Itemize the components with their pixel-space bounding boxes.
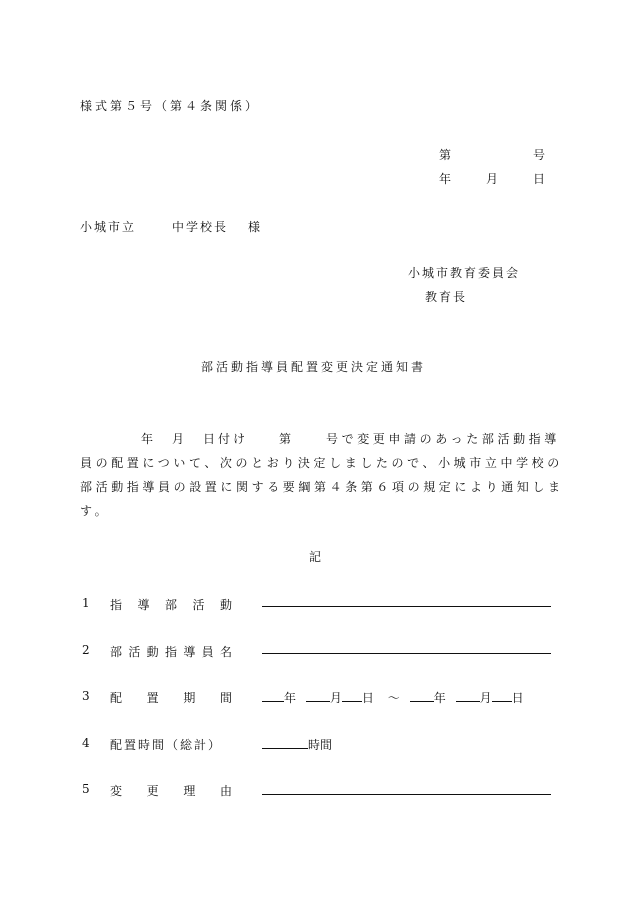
body-year: 年	[141, 432, 154, 446]
item-2-number: 2	[82, 643, 90, 657]
body-line-4: す。	[80, 504, 111, 518]
start-year-unit: 年	[284, 691, 297, 705]
body-number-prefix: 第	[279, 432, 292, 446]
doc-number-prefix: 第	[439, 148, 452, 162]
start-day-unit: 日	[361, 691, 374, 705]
addressee-suffix: 中学校長	[172, 220, 229, 234]
addressee-honorific: 様	[248, 220, 261, 234]
period-tilde: ～	[387, 691, 400, 705]
item-5-number: 5	[82, 782, 90, 796]
end-year-blank[interactable]	[410, 689, 434, 702]
start-month-blank[interactable]	[306, 689, 330, 702]
end-month-blank[interactable]	[456, 689, 480, 702]
sender-organization: 小城市教育委員会	[408, 266, 521, 280]
period-row	[262, 689, 524, 706]
body-line-3: 部活動指導員の設置に関する要綱第４条第６項の規定により通知しま	[80, 480, 564, 494]
addressee-prefix: 小城市立	[80, 220, 137, 234]
end-year-unit: 年	[433, 691, 446, 705]
item-1-label: 指 導 部 活 動	[110, 598, 232, 612]
sender-title: 教育長	[425, 290, 468, 304]
hours-row	[262, 736, 332, 753]
item-3-label: 配 置 期 間	[110, 691, 232, 705]
body-month: 月	[172, 432, 185, 446]
body-line-2: 員の配置について、次のとおり決定しましたので、小城市立中学校の	[80, 456, 563, 470]
item-5-label: 変 更 理 由	[110, 784, 232, 798]
item-5-blank-line[interactable]	[262, 794, 551, 795]
item-2-blank-line[interactable]	[262, 653, 551, 654]
document-title: 部活動指導員配置変更決定通知書	[201, 360, 427, 374]
item-3-number: 3	[82, 689, 90, 703]
start-day-blank[interactable]	[342, 689, 362, 702]
form-label: 様式第５号（第４条関係）	[80, 99, 261, 113]
item-4-label: 配置時間（総計）	[110, 738, 223, 752]
doc-number-suffix: 号	[533, 148, 546, 162]
start-year-blank[interactable]	[262, 689, 284, 702]
end-day-unit: 日	[511, 691, 524, 705]
item-2-label: 部 活 動 指 導 員 名	[110, 645, 232, 659]
body-number-rest: 号で変更申請のあった部活動指導	[326, 432, 560, 446]
end-month-unit: 月	[479, 691, 492, 705]
hours-blank[interactable]	[262, 736, 308, 749]
date-year: 年	[439, 172, 452, 186]
date-month: 月	[486, 172, 499, 186]
end-day-blank[interactable]	[492, 689, 512, 702]
item-1-number: 1	[82, 596, 90, 610]
ki-heading: 記	[309, 550, 322, 564]
start-month-unit: 月	[329, 691, 342, 705]
body-day-dated: 日付け	[203, 432, 249, 446]
item-1-blank-line[interactable]	[262, 606, 551, 607]
hours-unit: 時間	[308, 738, 333, 752]
item-4-number: 4	[82, 736, 90, 750]
date-day: 日	[533, 172, 546, 186]
